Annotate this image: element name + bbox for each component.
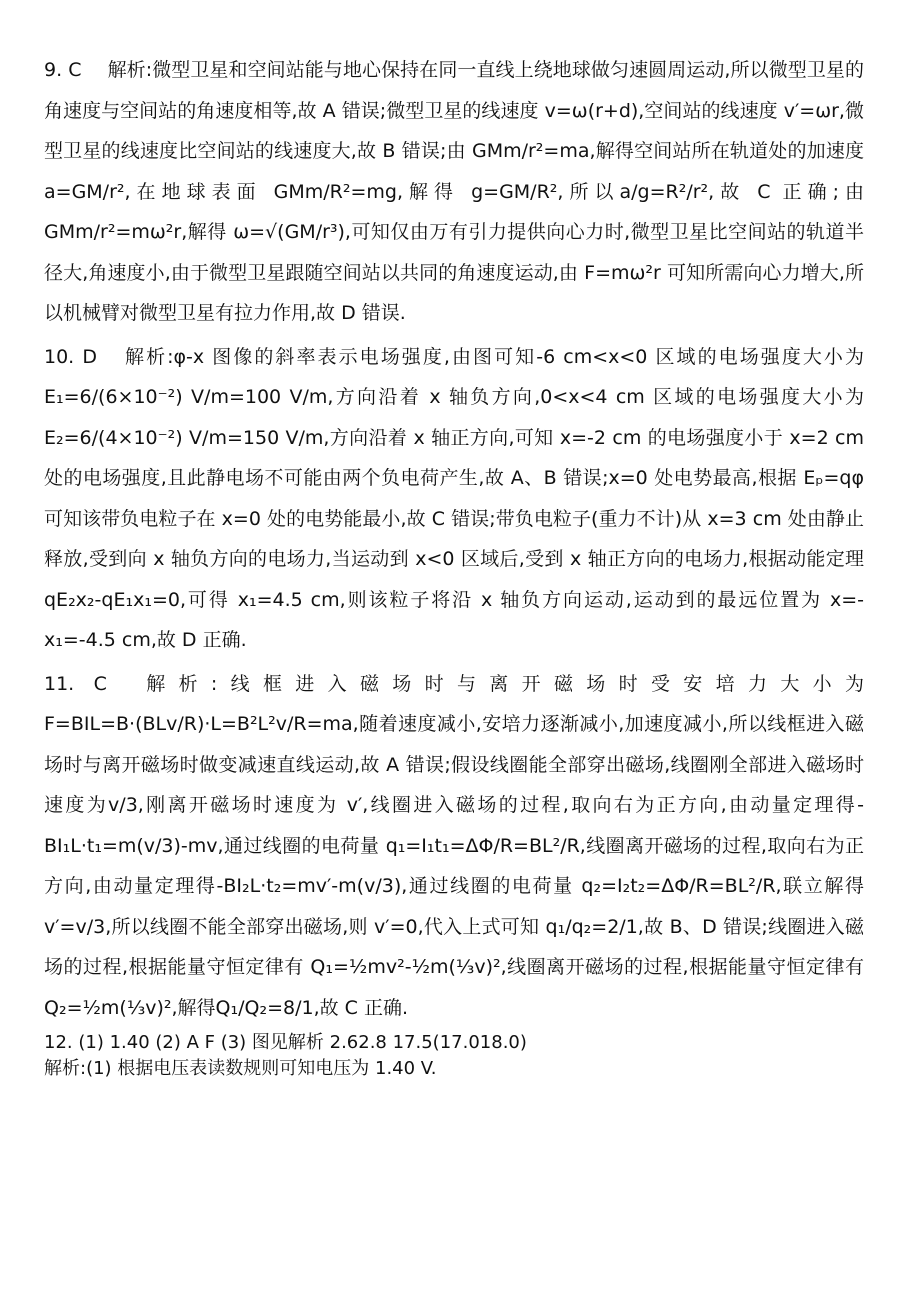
answer-9-text: 解析:微型卫星和空间站能与地心保持在同一直线上绕地球做匀速圆周运动,所以微型卫星的角速度与空间站的角速度相等,故 A 错误;微型卫星的线速度 v=ω(r+d),空间站的线速度 v′=ωr,微型卫星的线速度比空间站的线速度大,故 B 错误;由 GMm/r²=ma,解得空间站所在轨道处的加速度 a=GM/r²,在地球表面 GMm/R²=mg,解得 g=GM/R²,所以a/g=R²/r²,故 C 正确;由 GMm/r²=mω²r,解得 ω=√(GM/r³),可知仅由万有引力提供向心力时,微型卫星比空间站的轨道半径大,角速度小,由于微型卫星跟随空间站以共同的角速度运动,由 F=mω²r 可知所需向心力增大,所以机械臂对微型卫星有拉力作用,故 D 错误. — [44, 59, 864, 324]
answer-document — [44, 50, 864, 1080]
answer-9-label: 9. C — [44, 59, 82, 81]
answer-9 — [44, 50, 864, 334]
answer-12-answers: 12. (1) 1.40 (2) A F (3) 图见解析 2.62.8 17.5(17.018.0) — [44, 1032, 527, 1053]
answer-11-text: 解析:线框进入磁场时与离开磁场时受安培力大小为 F=BIL=B·(BLv/R)·L=B²L²v/R=ma,随着速度减小,安培力逐渐减小,加速度减小,所以线框进入磁场时与离开磁场时做变减速直线运动,故 A 错误;假设线圈能全部穿出磁场,线圈刚全部进入磁场时速度为v/3,刚离开磁场时速度为 v′,线圈进入磁场的过程,取向右为正方向,由动量定理得-BI₁L·t₁=m(v/3)-mv,通过线圈的电荷量 q₁=I₁t₁=ΔΦ/R=BL²/R,线圈离开磁场的过程,取向右为正方向,由动量定理得-BI₂L·t₂=mv′-m(v/3),通过线圈的电荷量 q₂=I₂t₂=ΔΦ/R=BL²/R,联立解得 v′=v/3,所以线圈不能全部穿出磁场,则 v′=0,代入上式可知 q₁/q₂=2/1,故 B、D 错误;线圈进入磁场的过程,根据能量守恒定律有 Q₁=½mv²-½m(⅓v)²,线圈离开磁场的过程,根据能量守恒定律有 Q₂=½m(⅓v)²,解得Q₁/Q₂=8/1,故 C 正确. — [44, 672, 864, 1019]
answer-12-analysis: 解析:(1) 根据电压表读数规则可知电压为 1.40 V. — [44, 1058, 437, 1079]
answer-10-text: 解析:φ-x 图像的斜率表示电场强度,由图可知-6 cm<x<0 区域的电场强度大小为 E₁=6/(6×10⁻²) V/m=100 V/m,方向沿着 x 轴负方向,0<x<4 cm 区域的电场强度大小为 E₂=6/(4×10⁻²) V/m=150 V/m,方向沿着 x 轴正方向,可知 x=-2 cm 的电场强度小于 x=2 cm 处的电场强度,且此静电场不可能由两个负电荷产生,故 A、B 错误;x=0 处电势最高,根据 Eₚ=qφ 可知该带负电粒子在 x=0 处的电势能最小,故 C 错误;带负电粒子(重力不计)从 x=3 cm 处由静止释放,受到向 x 轴负方向的电场力,当运动到 x<0 区域后,受到 x 轴正方向的电场力,根据动能定理 qE₂x₂-qE₁x₁=0,可得 x₁=4.5 cm,则该粒子将沿 x 轴负方向运动,运动到的最远位置为 x=-x₁=-4.5 cm,故 D 正确. — [44, 345, 864, 651]
answer-10-label: 10. D — [44, 345, 97, 368]
answer-11-label: 11. C — [44, 672, 107, 695]
answer-10 — [44, 337, 864, 661]
answer-11 — [44, 664, 864, 1029]
